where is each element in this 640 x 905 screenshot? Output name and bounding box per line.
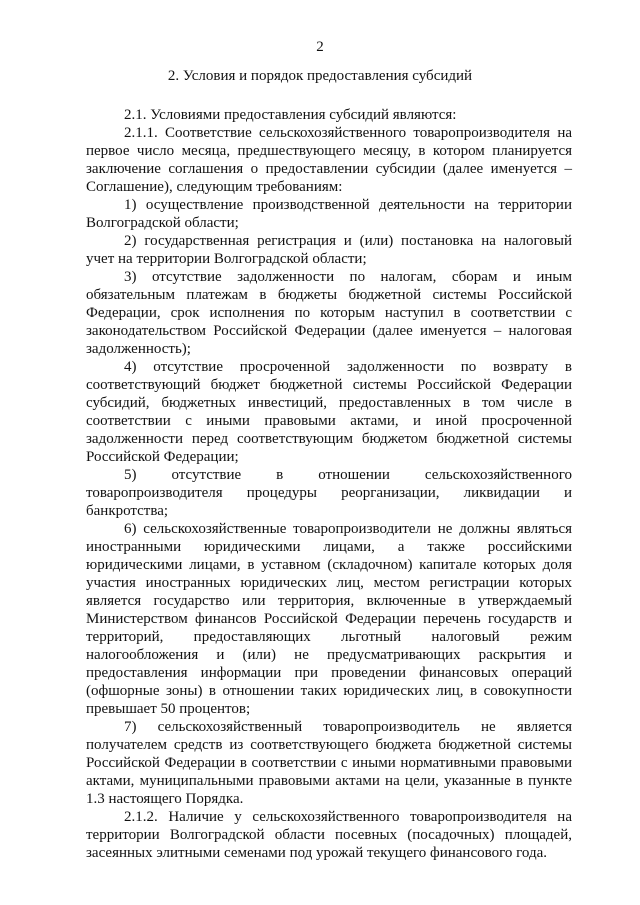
requirement-4: 4) отсутствие просроченной задолженности по возврату в соответствующий бюджет бюджетной системы Российской Федерации субсидий, бюджетных инвестиций, предоставленных в том числе в соответствии с иными правовыми актами, и иной просроченной задолженности перед соответствующим бюджетом бюджетной системы Российской Федерации; (86, 359, 572, 465)
section-title: 2. Условия и порядок предоставления субсидий (167, 68, 473, 84)
requirement-3: 3) отсутствие задолженности по налогам, сборам и иным обязательным платежам в бюджеты бюджетной системы Российской Федерации, срок исполнения по которым наступил в соответствии с законодательством Российской Федерации (далее именуется – налоговая задолженность); (86, 269, 572, 357)
paragraph-2-1: 2.1. Условиями предоставления субсидий являются: (124, 107, 457, 123)
requirement-2: 2) государственная регистрация и (или) постановка на налоговый учет на территории Волгоградской области; (86, 233, 572, 267)
paragraph-2-1-2: 2.1.2. Наличие у сельскохозяйственного товаропроизводителя на территории Волгоградской области посевных (посадочных) площадей, засеянных элитными семенами под урожай текущего финансового года. (86, 809, 572, 861)
requirement-5: 5) отсутствие в отношении сельскохозяйственного товаропроизводителя процедуры реорганизации, ликвидации и банкротства; (86, 467, 572, 519)
requirement-1: 1) осуществление производственной деятельности на территории Волгоградской области; (86, 197, 572, 231)
page-number: 2 (316, 39, 324, 55)
requirement-6: 6) сельскохозяйственные товаропроизводители не должны являться иностранными юридическими лицами, а также российскими юридическими лицами, в уставном (складочном) капитале которых доля участия иностранных юридических лиц, местом регистрации которых является государство или территория, включенные в утверждаемый Министерством финансов Российской Федерации перечень государств и территорий, предоставляющих льготный налоговый режим налогообложения и (или) не предусматривающих раскрытия и предоставления информации при проведении финансовых операций (офшорные зоны) в отношении таких юридических лиц, в совокупности превышает 50 процентов; (86, 521, 572, 717)
requirement-7: 7) сельскохозяйственный товаропроизводитель не является получателем средств из соответствующего бюджета бюджетной системы Российской Федерации в соответствии с иными нормативными правовыми актами, муниципальными правовыми актами на цели, указанные в пункте 1.3 настоящего Порядка. (86, 719, 572, 807)
paragraph-2-1-1: 2.1.1. Соответствие сельскохозяйственного товаропроизводителя на первое число месяца, предшествующего месяцу, в котором планируется заключение соглашения о предоставлении субсидии (далее именуется – Соглашение), следующим требованиям: (86, 125, 572, 195)
document-body (86, 106, 572, 862)
